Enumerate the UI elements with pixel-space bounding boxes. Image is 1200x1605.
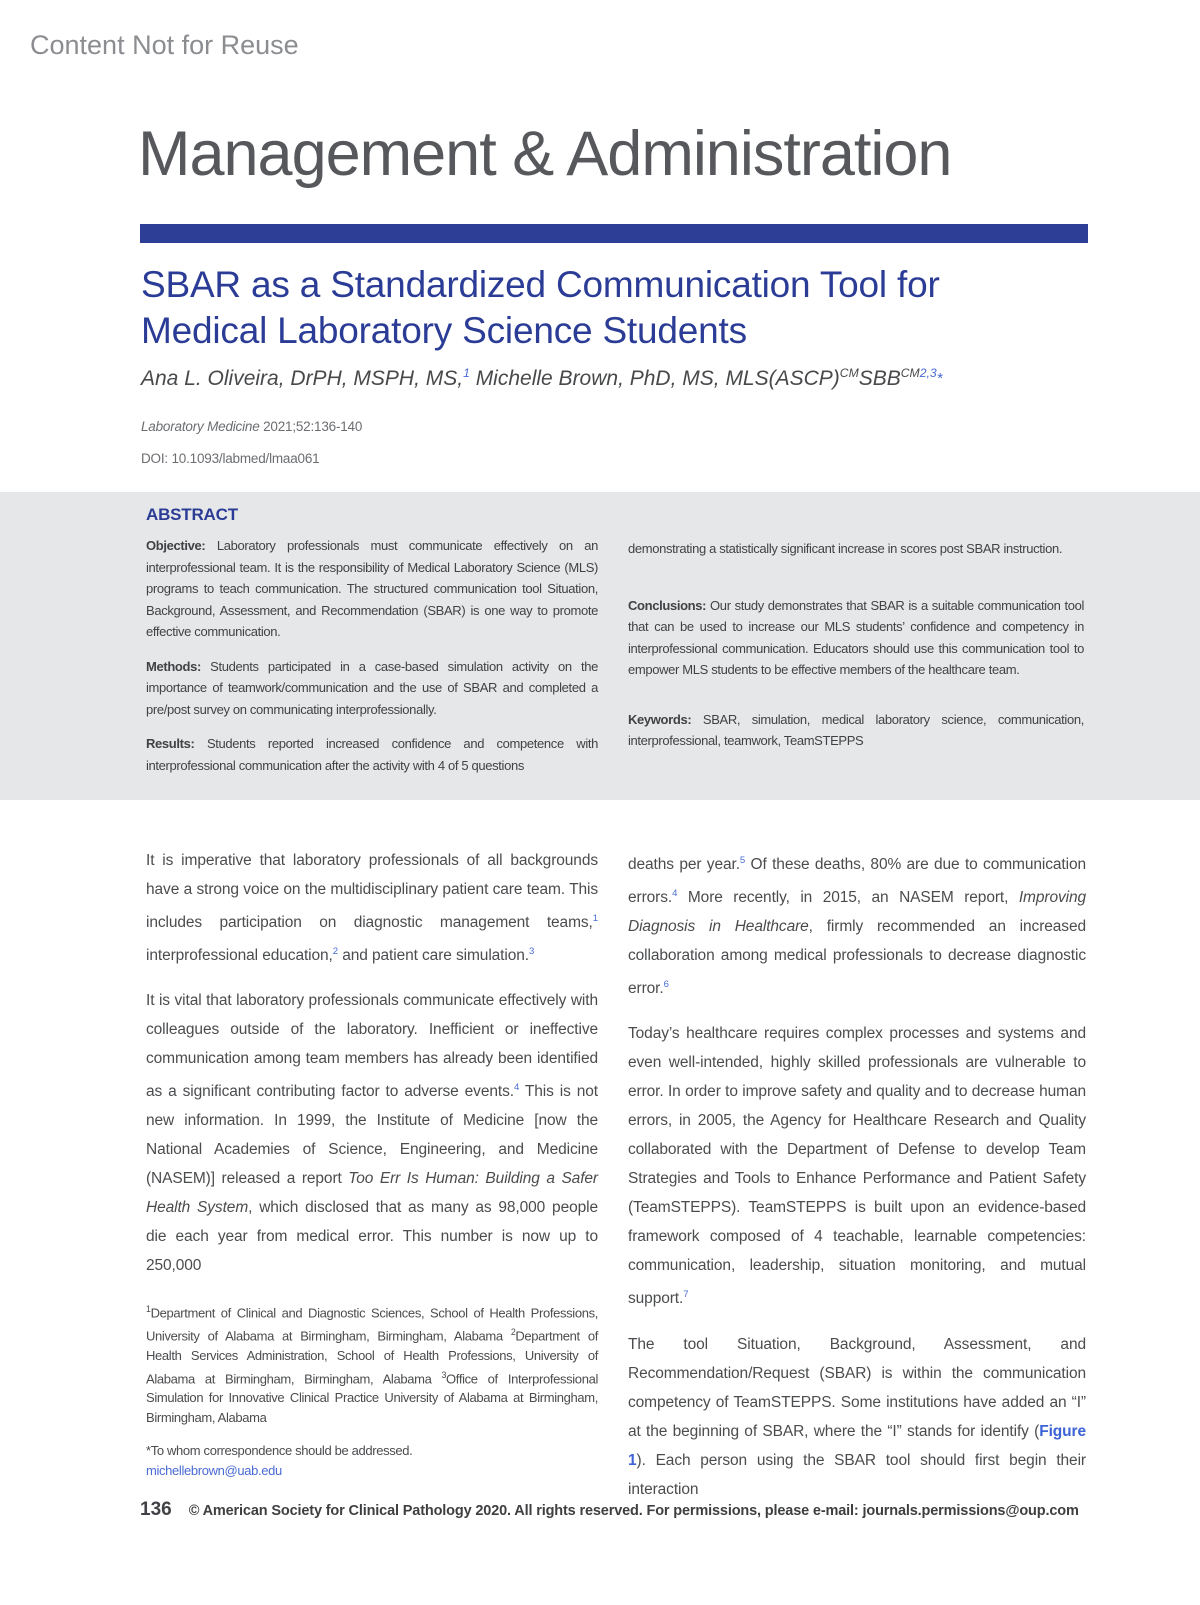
- body-left-column: [146, 846, 598, 1480]
- affiliations-footnote: [146, 1300, 598, 1427]
- text-segment: More recently, in 2015, an NASEM report,: [677, 889, 1019, 907]
- affiliation-text-1: Department of Clinical and Diagnostic Sciences, School of Health Professions, University of Alabama at Birmingham, Birmingham, Alabama: [146, 1305, 598, 1344]
- reference-superscript-3: 3: [528, 946, 535, 958]
- abstract-results: [146, 733, 598, 776]
- body-paragraph-1: [146, 846, 598, 970]
- methods-label: Methods:: [146, 658, 201, 674]
- reference-superscript-6: 6: [663, 979, 669, 991]
- article-title: [141, 262, 940, 354]
- reference-superscript-4b: 4: [672, 888, 678, 900]
- abstract-conclusions: [628, 595, 1084, 681]
- correspondence-email-link[interactable]: michellebrown@uab.edu: [146, 1462, 282, 1478]
- text-segment: and patient care simulation.: [338, 947, 529, 965]
- journal-citation: [141, 419, 362, 434]
- body-paragraph-2: [146, 986, 598, 1280]
- body-paragraph-4: [628, 1019, 1086, 1313]
- objective-text: Laboratory professionals must communicate effectively on an interprofessional team. It is the responsibility of Medical Laboratory Science (MLS) programs to teach communication. The structured communication tool Situation, Background, Assessment, and Recommendation (SBAR) is one way to promote effective communication.: [146, 538, 598, 639]
- page-footer: [140, 1499, 1090, 1521]
- reference-superscript-2: 2: [332, 946, 339, 958]
- reference-superscript-4: 4: [513, 1082, 520, 1094]
- author-byline: [141, 366, 943, 391]
- affiliation-superscript-3: 3: [441, 1369, 447, 1380]
- reference-superscript-7: 7: [683, 1289, 689, 1301]
- author-affiliation-superscript-1: 1: [463, 366, 470, 380]
- section-divider-bar: [140, 224, 1088, 243]
- book-title-italic: Too Err Is Human: Building a Safer Health System: [146, 1170, 598, 1217]
- text-segment: ). Each person using the SBAR tool should first begin their interaction: [628, 1451, 1086, 1498]
- section-header: Management & Administration: [138, 119, 952, 189]
- objective-label: Objective:: [146, 538, 206, 553]
- text-segment: deaths per year.: [628, 856, 740, 874]
- affiliation-text-2: Department of Health Services Administration, School of Health Professions, University of Alabama at Birmingham, Birmingham, Alabama: [146, 1328, 598, 1386]
- abstract-methods: [146, 656, 598, 721]
- reference-superscript-5: 5: [739, 855, 746, 866]
- abstract-section: [0, 492, 1200, 800]
- text-segment: , which disclosed that as many as 98,000 people die each year from medical error. This number is now up to 250,000: [146, 1199, 598, 1275]
- text-segment: interprofessional education,: [146, 947, 333, 965]
- abstract-keywords: [628, 709, 1084, 752]
- body-right-column: [628, 846, 1086, 1520]
- abstract-right-column: [628, 538, 1084, 765]
- figure-1-link[interactable]: Figure 1: [628, 1422, 1086, 1469]
- page-number: 136: [140, 1499, 172, 1520]
- report-title-italic: Improving Diagnosis in Healthcare: [628, 889, 1086, 936]
- affiliation-superscript-2: 2: [510, 1327, 516, 1338]
- journal-name: Laboratory Medicine: [141, 419, 260, 434]
- conclusions-label: Conclusions:: [628, 597, 707, 613]
- abstract-results-continued: demonstrating a statistically significant increase in scores post SBAR instruction.: [628, 541, 1063, 556]
- doi-line: DOI: 10.1093/labmed/lmaa061: [141, 451, 320, 466]
- body-paragraph-3: [628, 846, 1086, 1003]
- reference-superscript-1: 1: [592, 913, 598, 924]
- copyright-notice: © American Society for Clinical Pathology 2020. All rights reserved. For permissions, please e-mail: journals.permissions@oup.com: [188, 1503, 1079, 1519]
- author-name-1: Ana L. Oliveira, DrPH, MSPH, MS,: [141, 367, 464, 390]
- citation-volume-pages: 2021;52:136-140: [259, 419, 363, 434]
- text-segment: It is vital that laboratory professionals communicate effectively with colleagues outside of the laboratory. Inefficient or ineffective communication among team members has already been identified as a significant contributing factor to adverse events.: [146, 992, 598, 1101]
- conclusions-text: Our study demonstrates that SBAR is a suitable communication tool that can be used to increase our MLS students’ confidence and competency in interprofessional communication. Educators should use this communication tool to empower MLS students to be effective members of the healthcare team.: [628, 597, 1084, 677]
- correspondence-footnote: [146, 1441, 598, 1480]
- abstract-left-column: [146, 505, 598, 789]
- credential-superscript-cm2: CM: [900, 366, 920, 380]
- results-text: Students reported increased confidence and competence with interprofessional communication after the activity with 4 of 5 questions: [146, 736, 598, 773]
- keywords-label: Keywords:: [628, 711, 692, 727]
- body-paragraph-5: [628, 1330, 1086, 1504]
- watermark-text: Content Not for Reuse: [30, 30, 299, 60]
- article-title-line1: SBAR as a Standardized Communication Tool for: [141, 264, 940, 305]
- text-segment: The tool Situation, Background, Assessment, and Recommendation/Request (SBAR) is within the communication competency of TeamSTEPPS. Some institutions have added an “I” at the beginning of SBAR, where the “I” stands for identify (: [628, 1335, 1086, 1440]
- text-segment: This is not new information. In 1999, the Institute of Medicine [now the National Academies of Science, Engineering, and Medicine (NASEM)] released a report: [146, 1083, 598, 1188]
- author-credential-sbb: SBB: [858, 367, 901, 390]
- affiliation-text-3: Office of Interprofessional Simulation for Innovative Clinical Practice University of Alabama at Birmingham, Birmingham, Alabama: [146, 1370, 598, 1425]
- credential-superscript-cm: CM: [839, 366, 859, 380]
- text-segment: Today’s healthcare requires complex processes and systems and even well-intended, highly skilled professionals are vulnerable to error. In order to improve safety and quality and to decrease human errors, in 2005, the Agency for Healthcare Research and Quality collaborated with the Department of Defense to develop Team Strategies and Tools to Enhance Performance and Patient Safety (TeamSTEPPS). TeamSTEPPS is built upon an evidence-based framework composed of 4 teachable, learnable competencies: communication, leadership, situation monitoring, and mutual support.: [628, 1025, 1086, 1308]
- text-segment: It is imperative that laboratory professionals of all backgrounds have a strong voice on the multidisciplinary patient care team. This includes participation on diagnostic management teams,: [146, 852, 598, 932]
- methods-text: Students participated in a case-based simulation activity on the importance of teamwork/communication and the use of SBAR and completed a pre/post survey on communicating interprofessionally.: [146, 658, 598, 717]
- correspondence-text: *To whom correspondence should be addressed.: [146, 1443, 413, 1459]
- keywords-text: SBAR, simulation, medical laboratory science, communication, interprofessional, teamwork, TeamSTEPPS: [628, 711, 1084, 748]
- text-segment: Of these deaths, 80% are due to communication errors.: [628, 856, 1086, 907]
- author-affiliation-superscript-23: 2,3: [919, 366, 937, 380]
- abstract-objective: [146, 535, 598, 643]
- author-name-2: Michelle Brown, PhD, MS, MLS(ASCP): [469, 367, 840, 390]
- text-segment: , firmly recommended an increased collaboration among medical professionals to decrease diagnostic error.: [628, 918, 1086, 998]
- affiliation-superscript-1: 1: [146, 1304, 151, 1315]
- results-label: Results:: [146, 736, 195, 751]
- abstract-heading: ABSTRACT: [146, 505, 238, 524]
- corresponding-author-star: *: [936, 370, 943, 387]
- article-title-line2: Medical Laboratory Science Students: [141, 310, 747, 351]
